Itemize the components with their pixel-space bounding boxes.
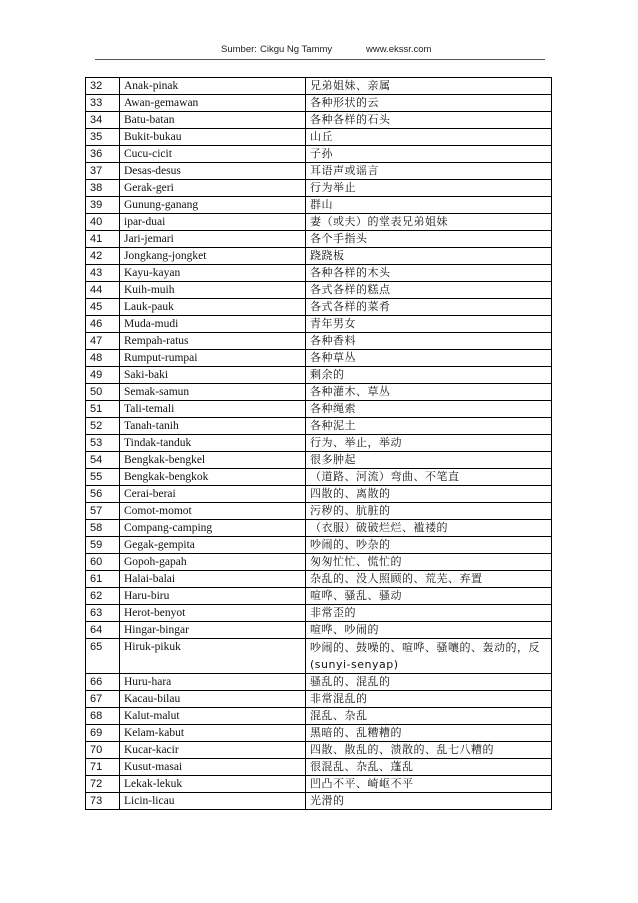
chinese-meaning: 各种形状的云	[306, 95, 552, 112]
table-row	[86, 248, 552, 265]
table-row	[86, 197, 552, 214]
row-number: 45	[86, 299, 120, 316]
row-number: 55	[86, 469, 120, 486]
chinese-meaning: 喧哗、吵闹的	[306, 622, 552, 639]
table-row	[86, 299, 552, 316]
chinese-meaning: 各式各样的糕点	[306, 282, 552, 299]
table-row	[86, 537, 552, 554]
malay-word: Gopoh-gapah	[120, 554, 306, 571]
row-number: 49	[86, 367, 120, 384]
table-row	[86, 503, 552, 520]
malay-word: Rempah-ratus	[120, 333, 306, 350]
row-number: 58	[86, 520, 120, 537]
malay-word: Compang-camping	[120, 520, 306, 537]
source-label: Sumber:	[221, 44, 257, 55]
chinese-meaning: 骚乱的、混乱的	[306, 674, 552, 691]
chinese-meaning: 很多肿起	[306, 452, 552, 469]
row-number: 33	[86, 95, 120, 112]
vocabulary-table-body	[86, 78, 552, 810]
chinese-meaning: 各种绳索	[306, 401, 552, 418]
table-row	[86, 333, 552, 350]
table-row	[86, 435, 552, 452]
chinese-meaning: 四散的、离散的	[306, 486, 552, 503]
row-number: 51	[86, 401, 120, 418]
row-number: 52	[86, 418, 120, 435]
row-number: 73	[86, 793, 120, 810]
malay-word: Tali-temali	[120, 401, 306, 418]
malay-word: Herot-benyot	[120, 605, 306, 622]
malay-word: Batu-batan	[120, 112, 306, 129]
chinese-meaning: 吵闹的、鼓噪的、喧哗、骚嚷的、轰动的，反(sunyi-senyap)	[306, 639, 552, 674]
chinese-meaning: （道路、河流）弯曲、不笔直	[306, 469, 552, 486]
table-row	[86, 231, 552, 248]
table-row	[86, 725, 552, 742]
malay-word: Comot-momot	[120, 503, 306, 520]
chinese-meaning: 非常歪的	[306, 605, 552, 622]
malay-word: Anak-pinak	[120, 78, 306, 95]
chinese-meaning: 行为、举止，举动	[306, 435, 552, 452]
chinese-meaning: 凹凸不平、崎岖不平	[306, 776, 552, 793]
row-number: 63	[86, 605, 120, 622]
malay-word: Haru-biru	[120, 588, 306, 605]
chinese-meaning: 各种灌木、草丛	[306, 384, 552, 401]
chinese-meaning: 各种泥土	[306, 418, 552, 435]
row-number: 41	[86, 231, 120, 248]
table-row	[86, 708, 552, 725]
row-number: 42	[86, 248, 120, 265]
row-number: 69	[86, 725, 120, 742]
row-number: 53	[86, 435, 120, 452]
row-number: 60	[86, 554, 120, 571]
row-number: 71	[86, 759, 120, 776]
row-number: 62	[86, 588, 120, 605]
chinese-meaning: 兄弟姐妹、亲属	[306, 78, 552, 95]
table-row	[86, 163, 552, 180]
table-row	[86, 520, 552, 537]
row-number: 59	[86, 537, 120, 554]
row-number: 38	[86, 180, 120, 197]
chinese-meaning: 喧哗、骚乱、骚动	[306, 588, 552, 605]
malay-word: Semak-samun	[120, 384, 306, 401]
chinese-meaning: 行为举止	[306, 180, 552, 197]
row-number: 37	[86, 163, 120, 180]
table-row	[86, 776, 552, 793]
malay-word: Jari-jemari	[120, 231, 306, 248]
row-number: 40	[86, 214, 120, 231]
table-row	[86, 316, 552, 333]
chinese-meaning: （衣服）破破烂烂、褴褛的	[306, 520, 552, 537]
table-row	[86, 214, 552, 231]
malay-word: Awan-gemawan	[120, 95, 306, 112]
row-number: 66	[86, 674, 120, 691]
table-row	[86, 674, 552, 691]
malay-word: Hiruk-pikuk	[120, 639, 306, 674]
chinese-meaning: 吵闹的、吵杂的	[306, 537, 552, 554]
table-row	[86, 452, 552, 469]
chinese-meaning: 各种各样的石头	[306, 112, 552, 129]
malay-word: Lauk-pauk	[120, 299, 306, 316]
malay-word: Cerai-berai	[120, 486, 306, 503]
table-row	[86, 622, 552, 639]
source-website: www.ekssr.com	[366, 44, 432, 55]
row-number: 56	[86, 486, 120, 503]
row-number: 68	[86, 708, 120, 725]
table-row	[86, 554, 552, 571]
chinese-meaning: 杂乱的、没人照顾的、荒芜、弃置	[306, 571, 552, 588]
row-number: 50	[86, 384, 120, 401]
table-row	[86, 78, 552, 95]
table-row	[86, 639, 552, 674]
row-number: 46	[86, 316, 120, 333]
row-number: 39	[86, 197, 120, 214]
chinese-meaning: 污秽的、肮脏的	[306, 503, 552, 520]
row-number: 57	[86, 503, 120, 520]
row-number: 70	[86, 742, 120, 759]
malay-word: Bukit-bukau	[120, 129, 306, 146]
row-number: 67	[86, 691, 120, 708]
chinese-meaning: 剩余的	[306, 367, 552, 384]
row-number: 47	[86, 333, 120, 350]
chinese-meaning: 各式各样的菜肴	[306, 299, 552, 316]
row-number: 36	[86, 146, 120, 163]
malay-word: Kelam-kabut	[120, 725, 306, 742]
table-row	[86, 265, 552, 282]
row-number: 32	[86, 78, 120, 95]
chinese-meaning: 山丘	[306, 129, 552, 146]
chinese-meaning: 各种各样的木头	[306, 265, 552, 282]
malay-word: Kusut-masai	[120, 759, 306, 776]
malay-word: Bengkak-bengkel	[120, 452, 306, 469]
table-row	[86, 588, 552, 605]
row-number: 64	[86, 622, 120, 639]
malay-word: Muda-mudi	[120, 316, 306, 333]
row-number: 34	[86, 112, 120, 129]
malay-word: Kacau-bilau	[120, 691, 306, 708]
chinese-meaning: 耳语声或谣言	[306, 163, 552, 180]
chinese-meaning: 非常混乱的	[306, 691, 552, 708]
chinese-meaning: 混乱、杂乱	[306, 708, 552, 725]
malay-word: Gunung-ganang	[120, 197, 306, 214]
malay-word: Kayu-kayan	[120, 265, 306, 282]
chinese-meaning: 各种草丛	[306, 350, 552, 367]
malay-word: Kalut-malut	[120, 708, 306, 725]
chinese-meaning: 跷跷板	[306, 248, 552, 265]
malay-word: Rumput-rumpai	[120, 350, 306, 367]
row-number: 72	[86, 776, 120, 793]
malay-word: Gegak-gempita	[120, 537, 306, 554]
table-row	[86, 112, 552, 129]
malay-word: ipar-duai	[120, 214, 306, 231]
table-row	[86, 759, 552, 776]
row-number: 61	[86, 571, 120, 588]
source-name: Cikgu Ng Tammy	[260, 44, 333, 55]
row-number: 44	[86, 282, 120, 299]
chinese-meaning: 子孙	[306, 146, 552, 163]
chinese-meaning: 黑暗的、乱糟糟的	[306, 725, 552, 742]
malay-word: Tindak-tanduk	[120, 435, 306, 452]
table-row	[86, 384, 552, 401]
chinese-meaning: 青年男女	[306, 316, 552, 333]
table-row	[86, 571, 552, 588]
table-row	[86, 486, 552, 503]
table-row	[86, 469, 552, 486]
chinese-meaning: 各个手指头	[306, 231, 552, 248]
chinese-meaning: 很混乱、杂乱、蓬乱	[306, 759, 552, 776]
row-number: 65	[86, 639, 120, 674]
table-row	[86, 418, 552, 435]
malay-word: Hingar-bingar	[120, 622, 306, 639]
row-number: 43	[86, 265, 120, 282]
table-row	[86, 282, 552, 299]
table-row	[86, 742, 552, 759]
chinese-meaning: 群山	[306, 197, 552, 214]
malay-word: Licin-licau	[120, 793, 306, 810]
table-row	[86, 146, 552, 163]
table-row	[86, 691, 552, 708]
malay-word: Cucu-cicit	[120, 146, 306, 163]
table-row	[86, 401, 552, 418]
malay-word: Huru-hara	[120, 674, 306, 691]
table-row	[86, 793, 552, 810]
row-number: 48	[86, 350, 120, 367]
vocabulary-table	[85, 77, 552, 810]
malay-word: Lekak-lekuk	[120, 776, 306, 793]
malay-word: Bengkak-bengkok	[120, 469, 306, 486]
page-header	[95, 44, 545, 60]
row-number: 35	[86, 129, 120, 146]
malay-word: Halai-balai	[120, 571, 306, 588]
malay-word: Tanah-tanih	[120, 418, 306, 435]
row-number: 54	[86, 452, 120, 469]
malay-word: Kucar-kacir	[120, 742, 306, 759]
header-divider	[95, 59, 545, 60]
table-row	[86, 367, 552, 384]
table-row	[86, 605, 552, 622]
table-row	[86, 129, 552, 146]
chinese-meaning: 光滑的	[306, 793, 552, 810]
chinese-meaning: 四散、散乱的、溃散的、乱七八糟的	[306, 742, 552, 759]
table-row	[86, 95, 552, 112]
malay-word: Desas-desus	[120, 163, 306, 180]
malay-word: Jongkang-jongket	[120, 248, 306, 265]
chinese-meaning: 匆匆忙忙、慌忙的	[306, 554, 552, 571]
malay-word: Saki-baki	[120, 367, 306, 384]
malay-word: Gerak-geri	[120, 180, 306, 197]
table-row	[86, 180, 552, 197]
chinese-meaning: 各种香料	[306, 333, 552, 350]
table-row	[86, 350, 552, 367]
malay-word: Kuih-muih	[120, 282, 306, 299]
chinese-meaning: 妻（或夫）的堂表兄弟姐妹	[306, 214, 552, 231]
